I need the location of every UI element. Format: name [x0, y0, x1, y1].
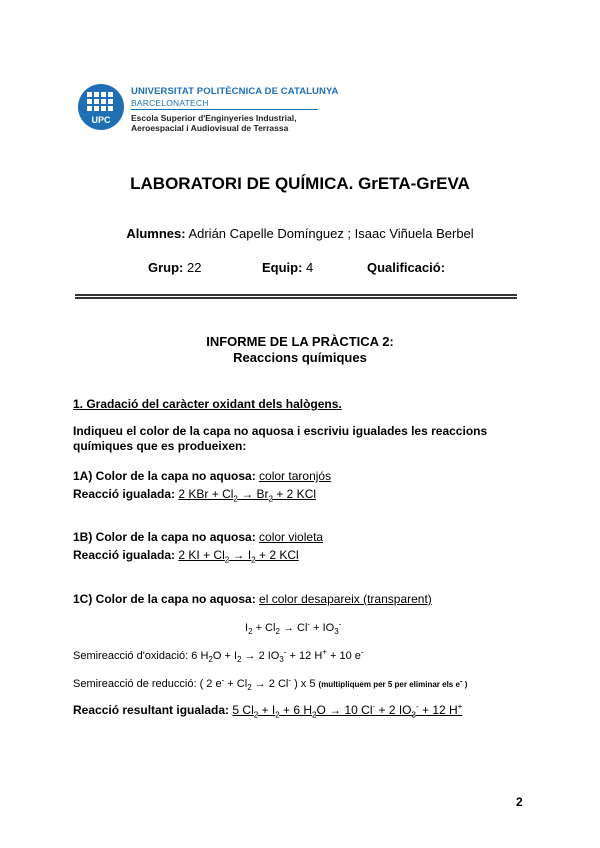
part-a-reaction — [73, 487, 316, 502]
grup-value: 22 — [183, 260, 202, 275]
instruction-line2: químiques que es produeixen: — [73, 439, 247, 453]
part-a-color-value: color taronjós — [259, 469, 332, 483]
qualification-label: Qualificació: — [367, 260, 446, 275]
reduction-note: (multipliquem per 5 per eliminar els e — [318, 680, 460, 689]
students-label: Alumnes: — [126, 226, 186, 241]
students-line — [0, 226, 600, 241]
students-names: Adrián Capelle Domínguez ; Isaac Viñuela Berbel — [185, 226, 474, 241]
qualification-field — [367, 260, 445, 275]
part-b-reaction — [73, 548, 299, 563]
document-title: LABORATORI DE QUÍMICA. GrETA-GrEVA — [130, 174, 470, 193]
report-title: INFORME DE LA PRÀCTICA 2: — [206, 334, 394, 349]
divider-top — [75, 294, 517, 296]
oxidation-label: Semireacció d'oxidació: — [73, 650, 189, 662]
part-c-color-label: 1C) Color de la capa no aquosa: — [73, 592, 256, 606]
university-name: UNIVERSITAT POLITÈCNICA DE CATALUNYA — [131, 86, 339, 97]
part-a-equation: 2 KBr + $Cl_2 \to Br_2 + 2$ KCl — [178, 487, 317, 504]
part-b-reaction-label: Reacció igualada: — [73, 548, 176, 562]
equip-value: 4 — [302, 260, 314, 275]
upc-logo — [78, 84, 124, 130]
part-b-equation: 2 KI + $Cl_2 \to I_2 + 2$ KCl — [178, 548, 299, 565]
university-subbrand: BARCELONATECH — [131, 98, 209, 108]
part-b-color-label: 1B) Color de la capa no aquosa: — [73, 530, 256, 544]
part-c-overall-equation: $I_2 + Cl_2 \to Cl^- + IO_3^-$ — [245, 619, 342, 637]
result-equation: 5 $Cl_2 + I_2 + 6$ $H_2O \to 10$ Cl- + 2 $IO_3^- + 12$ H+ — [232, 702, 463, 720]
part-c-oxidation: Semireacció d'oxidació: 6 $H_2O + I_2 \to 2$ $IO_3^- + 12$ H+ + 10 e- — [73, 647, 364, 665]
group-field — [148, 260, 201, 275]
school-name-line2: Aeroespacial i Audiovisual de Terrassa — [131, 123, 289, 133]
logo-text: UPC — [91, 115, 111, 125]
part-b-color — [73, 530, 323, 545]
part-c-color-value: el color desapareix (transparent) — [259, 592, 432, 606]
part-a-reaction-label: Reacció igualada: — [73, 487, 176, 501]
section-heading: 1. Gradació del caràcter oxidant dels halògens. — [73, 397, 342, 411]
part-c-color — [73, 592, 432, 607]
reduction-label: Semireacció de reducció: — [73, 678, 197, 690]
equip-label: Equip: — [262, 260, 303, 275]
part-a-color — [73, 469, 331, 484]
grup-label: Grup: — [148, 260, 184, 275]
part-b-color-value: color violeta — [259, 530, 324, 544]
page-number: 2 — [516, 795, 523, 809]
school-name-line1: Escola Superior d'Enginyeries Industrial, — [131, 113, 297, 123]
divider-bottom — [75, 297, 517, 299]
instruction-line1: Indiqueu el color de la capa no aquosa i escriviu igualades les reaccions — [73, 424, 488, 438]
report-subtitle: Reaccions químiques — [233, 350, 367, 365]
equip-field — [262, 260, 313, 275]
part-a-color-label: 1A) Color de la capa no aquosa: — [73, 469, 256, 483]
logo-divider — [131, 109, 318, 110]
result-label: Reacció resultant igualada: — [73, 703, 230, 717]
part-c-result — [73, 703, 462, 718]
part-c-reduction: Semireacció de reducció: ( 2 $e^- + Cl_2 \to 2$ Cl- ) x 5 (multipliquem per 5 per eliminar els e- ) — [73, 675, 468, 693]
